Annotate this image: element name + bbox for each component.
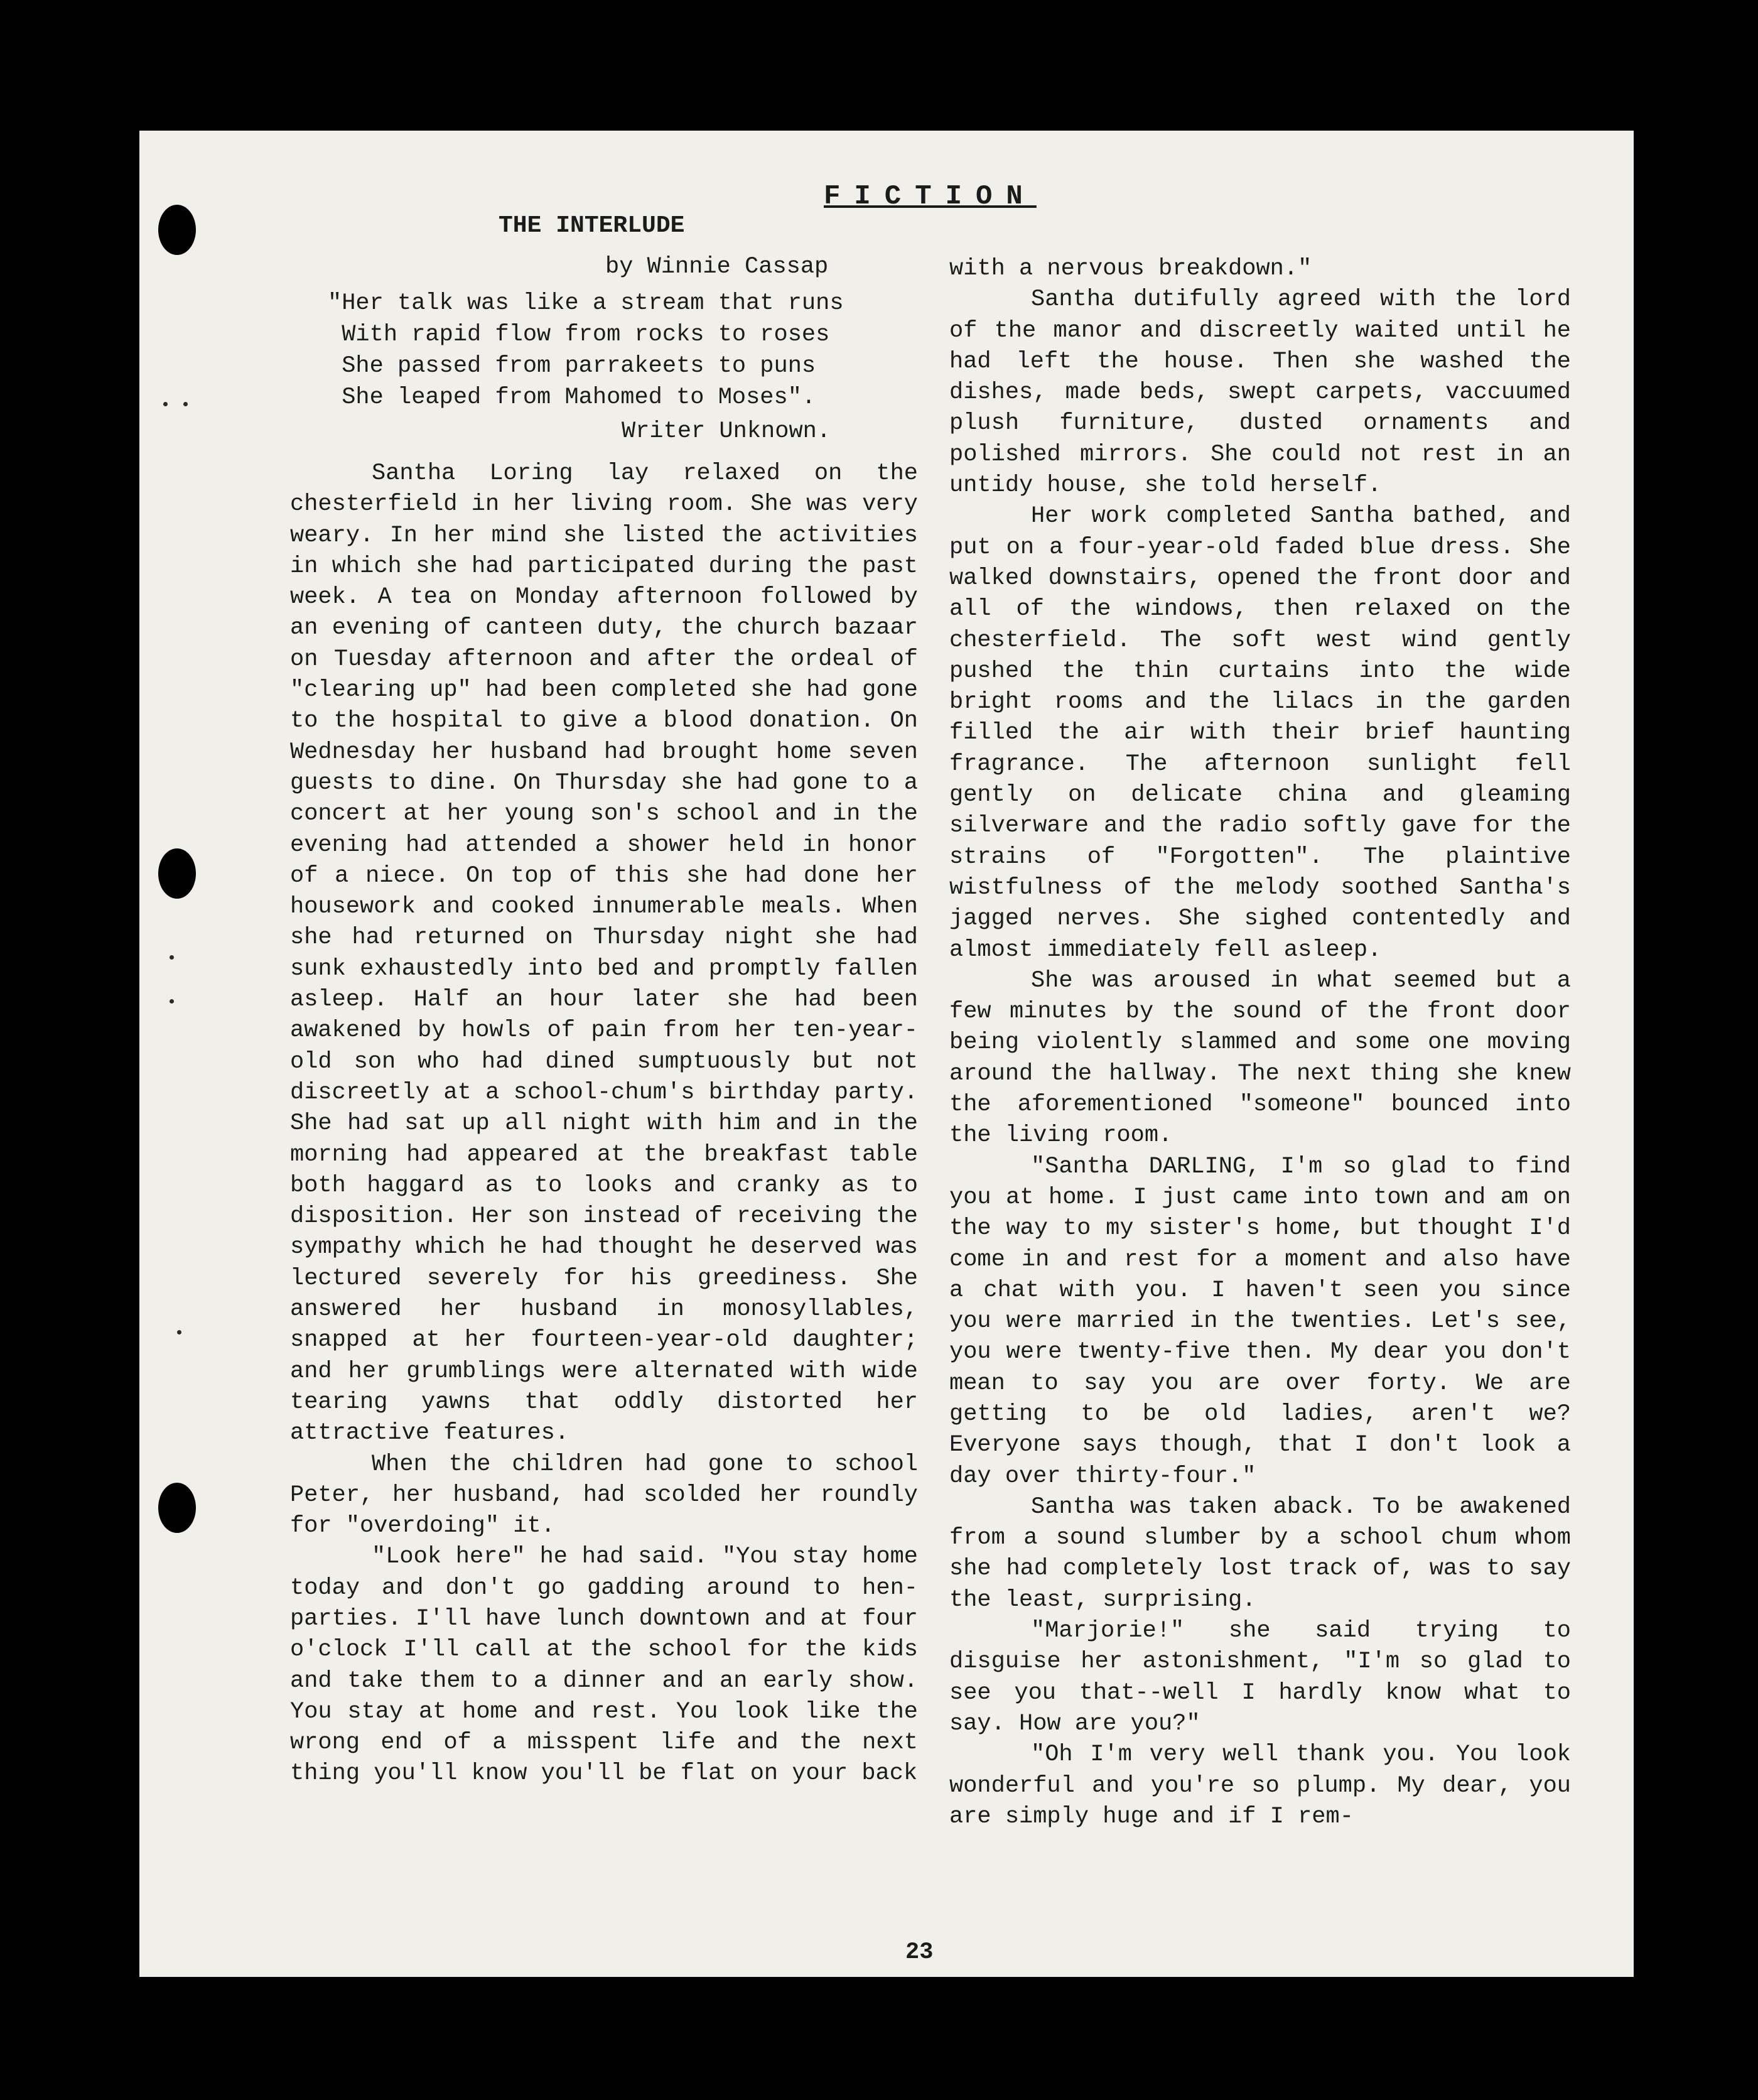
epigraph-line: She passed from parrakeets to puns — [328, 353, 816, 379]
paper-fleck — [170, 999, 174, 1004]
epigraph — [328, 288, 844, 413]
paper-fleck — [170, 955, 174, 960]
paragraph: She was aroused in what seemed but a few minutes by the sound of the front door being violently slammed and some one moving around the hallway. The next thing she knew the aforementioned "someone" bounced into the living room. — [949, 967, 1571, 1149]
paragraph: Her work completed Santha bathed, and put on a four-year-old faded blue dress. She walked downstairs, opened the front door and all of the windows, then relaxed on the chesterfield. The soft west wind gently pushed the thin curtains into the wide bright rooms and the lilacs in the garden filled the air with their brief haunting fragrance. The afternoon sunlight fell gently on delicate china and gleaming silverware and the radio softly gave for the strains of "Forgotten". The plaintive wistfulness of the melody soothed Santha's jagged nerves. She sighed contentedly and almost immediately fell asleep. — [949, 503, 1571, 963]
section-heading: FICTION — [824, 181, 1037, 212]
paragraph: "Oh I'm very well thank you. You look wonderful and you're so plump. My dear, you are simply huge and if I rem- — [949, 1741, 1571, 1830]
epigraph-line: She leaped from Mahomed to Moses". — [328, 384, 816, 411]
story-title: THE INTERLUDE — [499, 212, 685, 239]
epigraph-line: "Her talk was like a stream that runs — [328, 290, 844, 317]
left-column — [290, 458, 918, 1790]
paper-fleck — [183, 402, 188, 406]
paper-fleck — [163, 402, 168, 406]
punch-hole-top — [158, 205, 196, 255]
paragraph: "Santha DARLING, I'm so glad to find you at home. I just came into town and am on the way to my sister's home, but thought I'd come in and rest for a moment and also have a chat with you. I haven't seen you since you were married in the twenties. Let's see, you were twenty-five then. My dear you don't mean to say you are over forty. We are getting to be old ladies, aren't we? Everyone says though, that I don't look a day over thirty-four." — [949, 1153, 1571, 1490]
paragraph: When the children had gone to school Peter, her husband, had scolded her roundly for "overdoing" it. — [290, 1451, 918, 1540]
paragraph: with a nervous breakdown." — [949, 256, 1312, 282]
paper-fleck — [177, 1330, 181, 1334]
epigraph-line: With rapid flow from rocks to roses — [328, 322, 830, 348]
paragraph: Santha Loring lay relaxed on the chesterfield in her living room. She was very weary. In her mind she listed the activities in which she had participated during the past week. A tea on Monday afternoon followed by an evening of canteen duty, the church bazaar on Tuesday afternoon and after the ordeal of "clearing up" had been completed she had gone to the hospital to give a blood donation. On Wednesday her husband had brought home seven guests to dine. On Thursday she had gone to a concert at her young son's school and in the evening had attended a shower held in honor of a niece. On top of this she had done her housework and cooked innumerable meals. When she had returned on Thursday night she had sunk exhaustedly into bed and promptly fallen asleep. Half an hour later she had been awakened by howls of pain from her ten-year-old son who had dined sumptuously but not discreetly at a school-chum's birthday party. She had sat up all night with him and in the morning had appeared at the breakfast table both haggard as to looks and cranky as to disposition. Her son instead of receiving the sympathy which he had thought he deserved was lectured severely for his greediness. She answered her husband in monosyllables, snapped at her fourteen-year-old daughter; and her grumblings were alternated with wide tearing yawns that oddly distorted her attractive features. — [290, 460, 918, 1447]
paragraph: "Look here" he had said. "You stay home today and don't go gadding around to hen-parties. I'll have lunch downtown and at four o'clock I'll call at the school for the kids and take them to a dinner and an early show. You stay at home and rest. You look like the wrong end of a misspent life and the next thing you'll know you'll be flat on your back — [290, 1544, 918, 1787]
punch-hole-middle — [158, 848, 196, 899]
right-column — [949, 254, 1571, 1832]
paragraph: Santha was taken aback. To be awakened from a sound slumber by a school chum whom she had completely lost track of, was to say the least, surprising. — [949, 1493, 1571, 1613]
document-page — [139, 131, 1634, 1977]
punch-hole-bottom — [158, 1483, 196, 1533]
paragraph: Santha dutifully agreed with the lord of the manor and discreetly waited until he had left the house. Then she washed the dishes, made beds, swept carpets, vaccuumed plush furniture, dusted ornaments and polished mirrors. She could not rest in an untidy house, she told herself. — [949, 286, 1571, 499]
byline: by Winnie Cassap — [605, 254, 829, 280]
paragraph: "Marjorie!" she said trying to disguise her astonishment, "I'm so glad to see you that--well I hardly know what to say. How are you?" — [949, 1618, 1571, 1737]
epigraph-attribution: Writer Unknown. — [622, 418, 831, 445]
page-number: 23 — [905, 1939, 934, 1966]
